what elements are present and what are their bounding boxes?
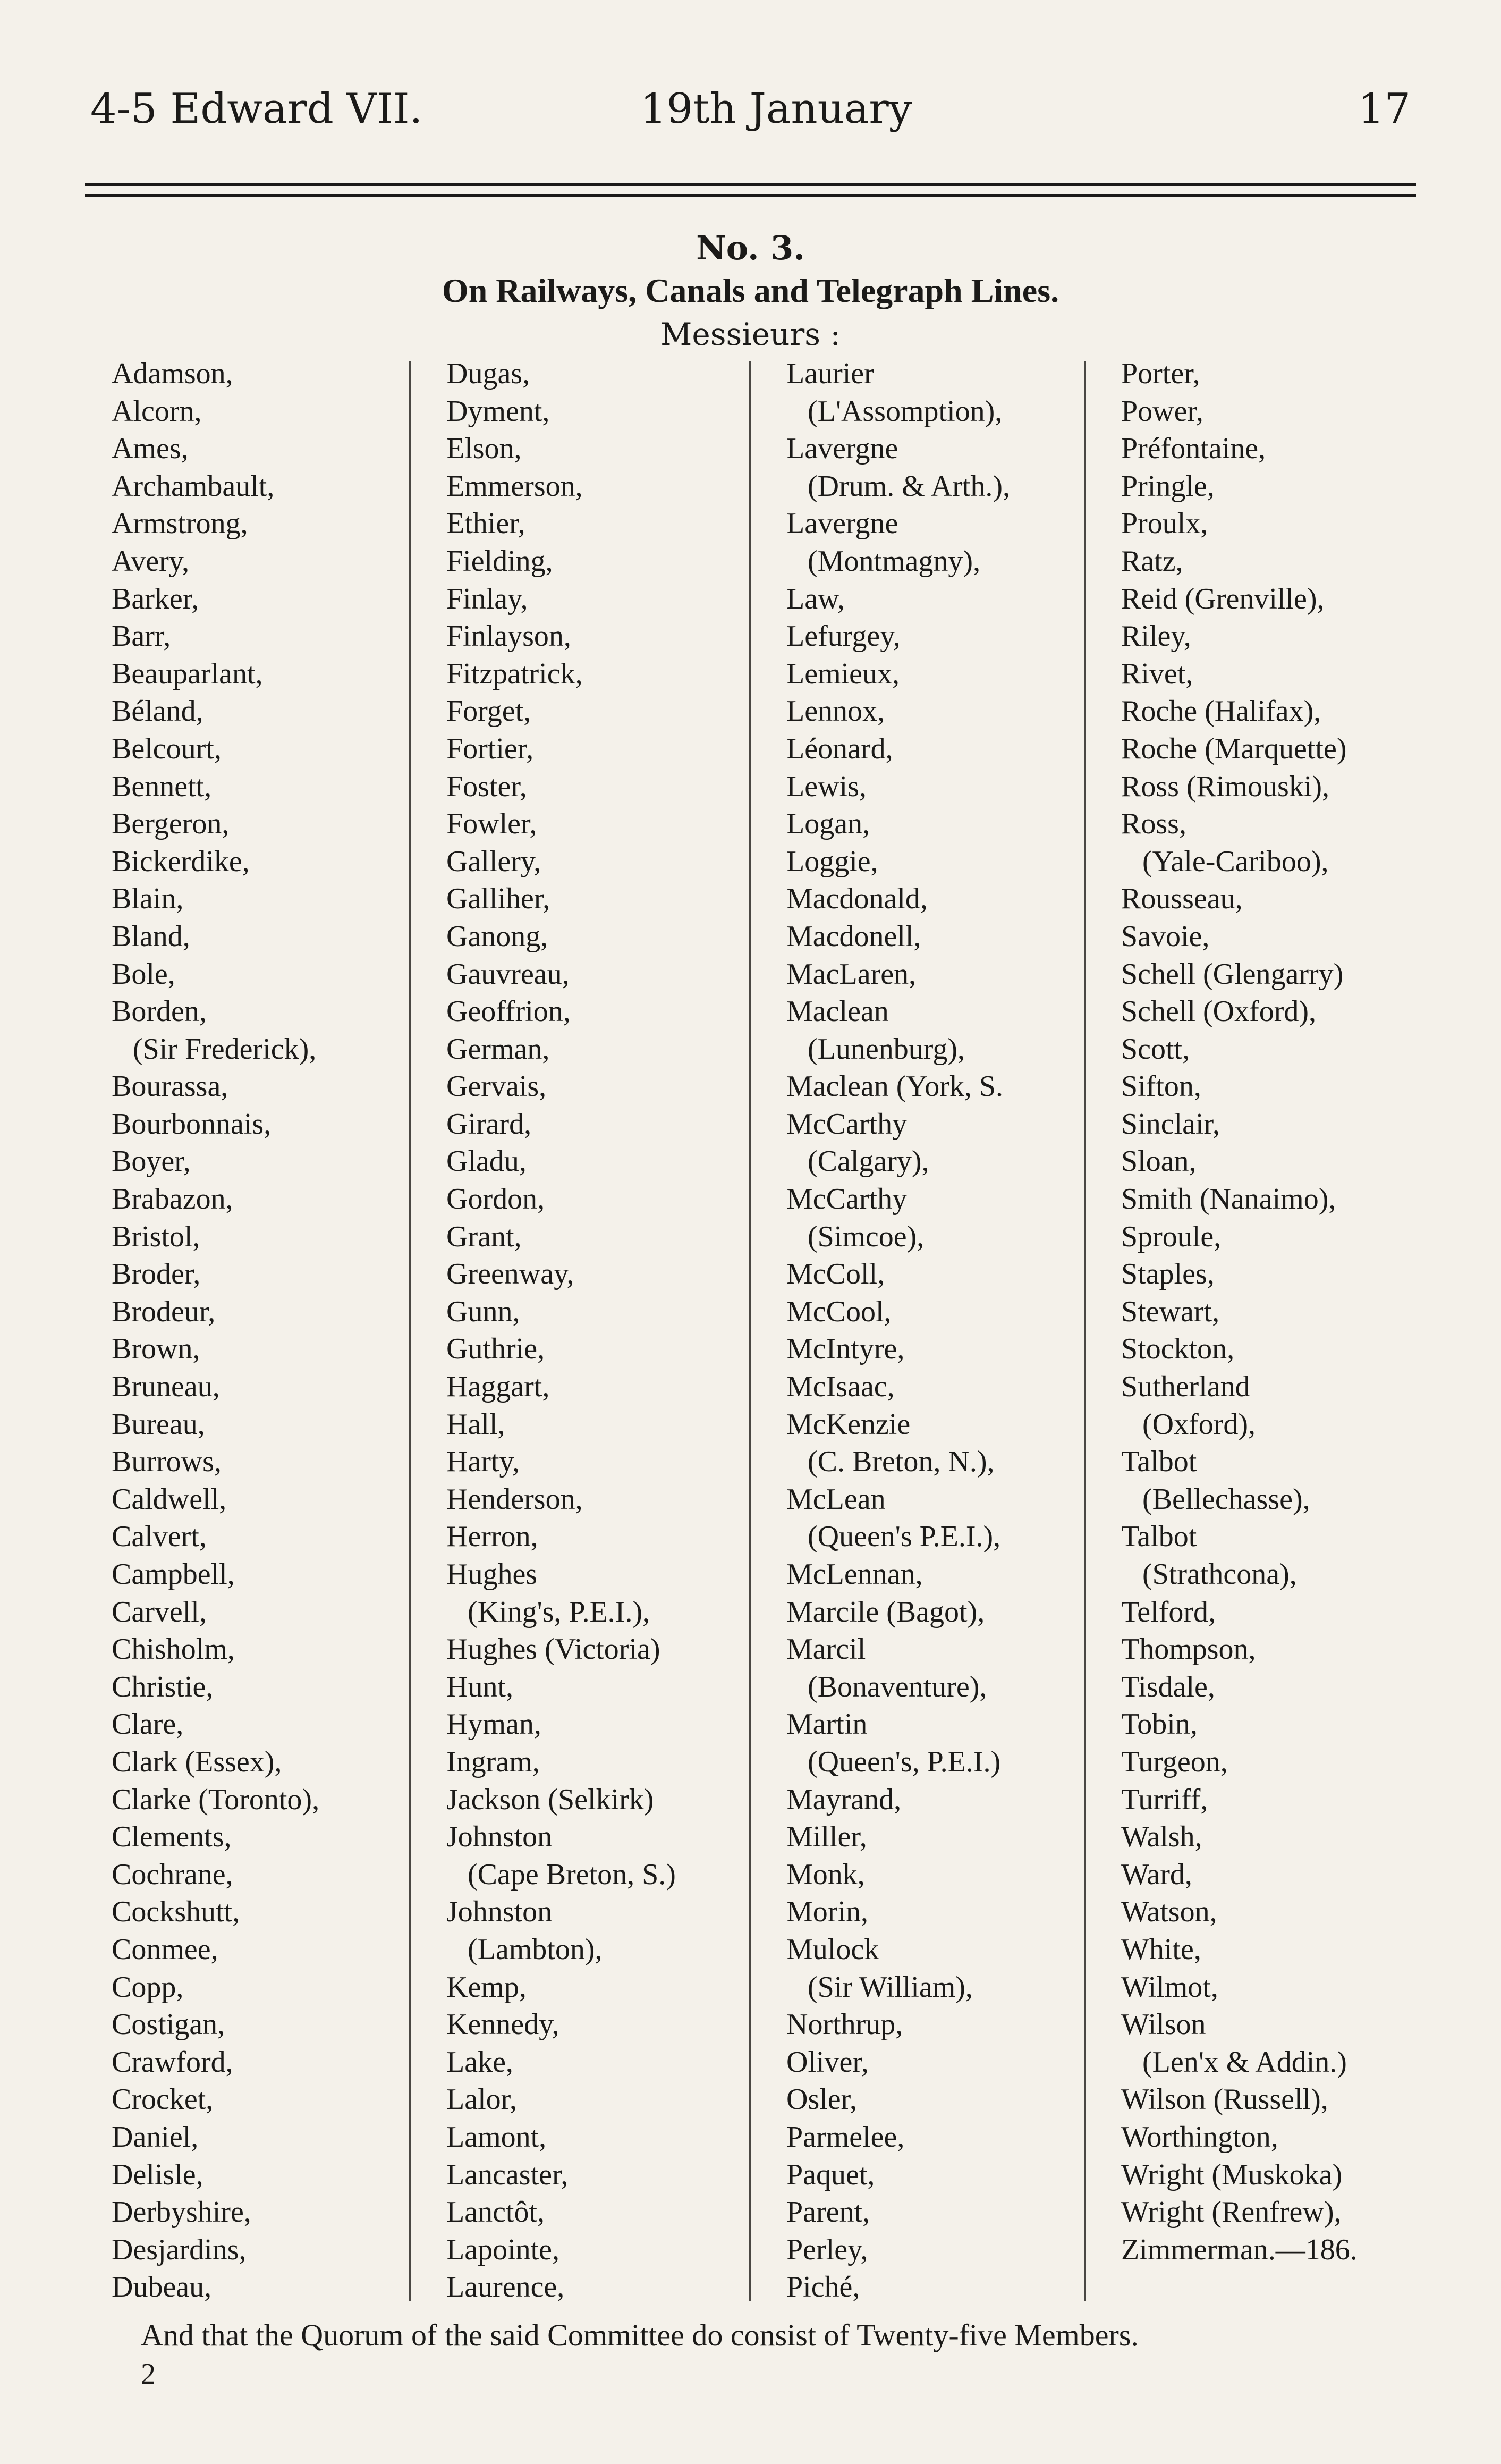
member-entry: (Bonaventure), [808, 1670, 987, 1703]
running-header [90, 85, 1411, 144]
member-entry: (Lambton), [468, 1933, 603, 1966]
member-entry: Haggart, [446, 1370, 550, 1404]
member-column-1 [112, 355, 319, 2306]
member-entry: Bourassa, [112, 1070, 228, 1103]
member-entry: Pringle, [1121, 469, 1215, 503]
member-entry: Chisholm, [112, 1633, 235, 1666]
member-entry: Power, [1121, 394, 1203, 428]
member-entry: Miller, [786, 1820, 867, 1854]
member-entry: Armstrong, [112, 507, 248, 541]
member-entry: Grant, [446, 1220, 522, 1253]
member-entry: Riley, [1121, 620, 1191, 653]
member-entry: Lalor, [446, 2083, 518, 2116]
member-entry: Bickerdike, [112, 845, 250, 878]
member-entry: Bennett, [112, 770, 212, 803]
member-entry: Blain, [112, 882, 184, 916]
member-entry: Johnston [446, 1895, 553, 1929]
member-entry: Gordon, [446, 1183, 545, 1216]
member-entry: Brabazon, [112, 1183, 233, 1216]
header-rule-bottom [85, 194, 1416, 197]
member-entry: Monk, [786, 1858, 865, 1891]
member-entry: Wilmot, [1121, 1970, 1218, 2004]
member-entry: Alcorn, [112, 394, 202, 428]
quorum-statement: And that the Quorum of the said Committee do consist of Twenty-five Members. [141, 2318, 1139, 2352]
member-entry: Kennedy, [446, 2008, 559, 2041]
member-entry: Crawford, [112, 2045, 233, 2079]
member-entry: Henderson, [446, 1482, 583, 1516]
member-entry: Avery, [112, 544, 190, 578]
member-entry: Ratz, [1121, 544, 1183, 578]
member-entry: Gladu, [446, 1145, 527, 1178]
member-entry: Gallery, [446, 845, 541, 878]
member-entry: (Sir Frederick), [133, 1032, 317, 1066]
member-entry: Dyment, [446, 394, 550, 428]
member-entry: Ross, [1121, 807, 1186, 841]
member-entry: (Simcoe), [808, 1220, 925, 1253]
member-entry: Clare, [112, 1708, 184, 1741]
member-entry: Greenway, [446, 1258, 574, 1291]
member-entry: MacLaren, [786, 957, 917, 991]
member-entry: Gauvreau, [446, 957, 570, 991]
member-entry: Copp, [112, 1970, 184, 2004]
member-entry: Gervais, [446, 1070, 547, 1103]
member-entry: Béland, [112, 695, 203, 728]
member-entry: Hyman, [446, 1708, 541, 1741]
member-entry: Desjardins, [112, 2233, 247, 2266]
member-entry: Talbot [1121, 1445, 1197, 1479]
member-entry: McCarthy [786, 1107, 908, 1141]
member-entry: Finlayson, [446, 620, 571, 653]
header-rule-top [85, 183, 1416, 186]
member-entry: Schell (Glengarry) [1121, 957, 1344, 991]
member-entry: McColl, [786, 1258, 885, 1291]
column-separator [409, 361, 411, 2301]
member-entry: Préfontaine, [1121, 432, 1266, 466]
member-entry: Maclean [786, 995, 889, 1028]
member-entry: Hughes [446, 1558, 538, 1591]
header-date: 19th January [640, 85, 912, 133]
member-entry: Bourbonnais, [112, 1107, 272, 1141]
member-entry: Staples, [1121, 1258, 1215, 1291]
member-entry: Boyer, [112, 1145, 191, 1178]
member-entry: McLean [786, 1482, 886, 1516]
member-entry: Rousseau, [1121, 882, 1243, 916]
member-entry: Hughes (Victoria) [446, 1633, 660, 1666]
member-entry: Brodeur, [112, 1295, 216, 1328]
member-entry: Carvell, [112, 1595, 207, 1628]
member-entry: Zimmerman.—186. [1121, 2233, 1358, 2266]
member-entry: Crocket, [112, 2083, 214, 2116]
member-entry: Borden, [112, 995, 207, 1028]
member-entry: Morin, [786, 1895, 868, 1929]
member-entry: McCool, [786, 1295, 892, 1328]
committee-title: On Railways, Canals and Telegraph Lines. [442, 272, 1059, 309]
member-entry: Dubeau, [112, 2271, 212, 2304]
member-entry: Fitzpatrick, [446, 657, 583, 690]
member-entry: Clark (Essex), [112, 1745, 282, 1778]
member-entry: Maclean (York, S. [786, 1070, 1004, 1103]
member-entry: Piché, [786, 2271, 860, 2304]
member-entry: Lancaster, [446, 2158, 569, 2191]
member-entry: Fowler, [446, 807, 537, 841]
member-entry: (Yale-Cariboo), [1142, 845, 1329, 878]
member-entry: Bristol, [112, 1220, 200, 1253]
member-entry: Sutherland [1121, 1370, 1250, 1404]
member-entry: Kemp, [446, 1970, 527, 2004]
member-entry: Emmerson, [446, 469, 583, 503]
member-entry: Costigan, [112, 2008, 225, 2041]
member-entry: Turriff, [1121, 1783, 1208, 1816]
member-entry: Beauparlant, [112, 657, 263, 690]
page-number: 17 [1358, 85, 1411, 133]
salutation: Messieurs : [660, 316, 841, 352]
member-entry: Clarke (Toronto), [112, 1783, 320, 1816]
member-entry: Schell (Oxford), [1121, 995, 1317, 1028]
member-entry: Fielding, [446, 544, 553, 578]
member-entry: Reid (Grenville), [1121, 582, 1325, 615]
member-entry: White, [1121, 1933, 1201, 1966]
member-entry: Bruneau, [112, 1370, 220, 1404]
member-entry: Campbell, [112, 1558, 235, 1591]
member-entry: Proulx, [1121, 507, 1208, 541]
member-entry: Wilson (Russell), [1121, 2083, 1328, 2116]
member-entry: Girard, [446, 1107, 532, 1141]
member-entry: Turgeon, [1121, 1745, 1228, 1778]
member-entry: Talbot [1121, 1520, 1197, 1554]
column-separator [1084, 361, 1086, 2301]
member-entry: Roche (Marquette) [1121, 732, 1347, 765]
member-entry: Clements, [112, 1820, 232, 1854]
column-separator [749, 361, 751, 2301]
member-entry: (C. Breton, N.), [808, 1445, 995, 1479]
committee-number: No. 3. [696, 229, 805, 267]
member-entry: Northrup, [786, 2008, 903, 2041]
member-entry: Roche (Halifax), [1121, 695, 1321, 728]
member-entry: Osler, [786, 2083, 858, 2116]
member-entry: Laurier [786, 357, 874, 390]
member-entry: Stockton, [1121, 1332, 1235, 1366]
member-entry: Elson, [446, 432, 522, 466]
member-entry: Wright (Renfrew), [1121, 2196, 1342, 2229]
member-entry: Mulock [786, 1933, 879, 1966]
member-entry: (Len'x & Addin.) [1142, 2045, 1347, 2079]
member-entry: Herron, [446, 1520, 538, 1554]
member-entry: Johnston [446, 1820, 553, 1854]
member-entry: Barr, [112, 620, 171, 653]
member-entry: Lennox, [786, 695, 885, 728]
member-entry: (Oxford), [1142, 1407, 1256, 1441]
member-entry: Worthington, [1121, 2120, 1278, 2154]
member-entry: Calvert, [112, 1520, 207, 1554]
signature-mark: 2 [141, 2358, 156, 2391]
member-entry: Jackson (Selkirk) [446, 1783, 654, 1816]
member-entry: Cochrane, [112, 1858, 233, 1891]
member-entry: Barker, [112, 582, 199, 615]
member-entry: Lamont, [446, 2120, 547, 2154]
member-entry: Lavergne [786, 507, 898, 541]
member-entry: (Cape Breton, S.) [468, 1858, 676, 1891]
member-entry: Guthrie, [446, 1332, 545, 1366]
member-entry: (Sir William), [808, 1970, 973, 2004]
member-entry: Thompson, [1121, 1633, 1256, 1666]
member-column-4 [1121, 355, 1358, 2268]
member-entry: Ames, [112, 432, 189, 466]
member-entry: Oliver, [786, 2045, 869, 2079]
member-entry: Marcil [786, 1633, 866, 1666]
member-entry: Watson, [1121, 1895, 1217, 1929]
member-entry: Wilson [1121, 2008, 1206, 2041]
member-entry: Ethier, [446, 507, 525, 541]
member-entry: (Lunenburg), [808, 1032, 965, 1066]
member-entry: (Queen's, P.E.I.) [808, 1745, 1001, 1778]
member-entry: Wright (Muskoka) [1121, 2158, 1343, 2191]
member-entry: Broder, [112, 1258, 201, 1291]
member-entry: Smith (Nanaimo), [1121, 1183, 1336, 1216]
member-entry: Dugas, [446, 357, 530, 390]
member-entry: Stewart, [1121, 1295, 1220, 1328]
member-entry: Lavergne [786, 432, 898, 466]
member-entry: Hall, [446, 1407, 505, 1441]
member-entry: (Drum. & Arth.), [808, 469, 1011, 503]
member-entry: Forget, [446, 695, 531, 728]
member-entry: Conmee, [112, 1933, 218, 1966]
member-entry: Ganong, [446, 919, 548, 953]
member-entry: Law, [786, 582, 845, 615]
member-entry: Delisle, [112, 2158, 203, 2191]
member-entry: Lefurgey, [786, 620, 901, 653]
member-entry: Geoffrion, [446, 995, 571, 1028]
member-entry: Lanctôt, [446, 2196, 545, 2229]
member-entry: Daniel, [112, 2120, 199, 2154]
member-entry: Finlay, [446, 582, 528, 615]
member-entry: Cockshutt, [112, 1895, 240, 1929]
member-entry: (Queen's P.E.I.), [808, 1520, 1001, 1554]
member-entry: Tisdale, [1121, 1670, 1215, 1703]
member-entry: (Montmagny), [808, 544, 981, 578]
member-entry: Paquet, [786, 2158, 875, 2191]
member-entry: Foster, [446, 770, 527, 803]
member-entry: Derbyshire, [112, 2196, 251, 2229]
member-entry: Ward, [1121, 1858, 1192, 1891]
member-entry: Savoie, [1121, 919, 1210, 953]
member-entry: Martin [786, 1708, 868, 1741]
member-entry: McLennan, [786, 1558, 923, 1591]
member-entry: Macdonald, [786, 882, 928, 916]
member-entry: (L'Assomption), [808, 394, 1003, 428]
member-entry: Belcourt, [112, 732, 222, 765]
member-entry: Burrows, [112, 1445, 222, 1479]
member-entry: Sinclair, [1121, 1107, 1220, 1141]
member-entry: Laurence, [446, 2271, 565, 2304]
member-entry: McIntyre, [786, 1332, 905, 1366]
member-entry: Caldwell, [112, 1482, 227, 1516]
member-entry: Ross (Rimouski), [1121, 770, 1330, 803]
member-entry: (Strathcona), [1142, 1558, 1297, 1591]
member-entry: Bergeron, [112, 807, 230, 841]
member-entry: Lemieux, [786, 657, 900, 690]
header-session: 4-5 Edward VII. [90, 85, 423, 133]
member-entry: McKenzie [786, 1407, 911, 1441]
member-entry: Archambault, [112, 469, 275, 503]
member-entry: Macdonell, [786, 919, 921, 953]
member-entry: Scott, [1121, 1032, 1190, 1066]
member-column-2 [446, 355, 676, 2306]
member-entry: (Calgary), [808, 1145, 929, 1178]
member-entry: Walsh, [1121, 1820, 1202, 1854]
member-entry: Parent, [786, 2196, 870, 2229]
member-entry: Sifton, [1121, 1070, 1201, 1103]
member-entry: Perley, [786, 2233, 868, 2266]
member-entry: Lewis, [786, 770, 867, 803]
member-entry: Gunn, [446, 1295, 520, 1328]
member-entry: Harty, [446, 1445, 520, 1479]
member-entry: Parmelee, [786, 2120, 905, 2154]
member-entry: Lake, [446, 2045, 513, 2079]
member-entry: Léonard, [786, 732, 893, 765]
member-entry: Porter, [1121, 357, 1200, 390]
member-entry: Telford, [1121, 1595, 1216, 1628]
member-entry: Sloan, [1121, 1145, 1197, 1178]
member-entry: Fortier, [446, 732, 534, 765]
member-entry: (King's, P.E.I.), [468, 1595, 650, 1628]
member-entry: Galliher, [446, 882, 550, 916]
member-entry: (Bellechasse), [1142, 1482, 1310, 1516]
member-entry: Bureau, [112, 1407, 205, 1441]
member-entry: Bland, [112, 919, 190, 953]
member-entry: Marcile (Bagot), [786, 1595, 985, 1628]
member-entry: Rivet, [1121, 657, 1193, 690]
member-entry: McCarthy [786, 1183, 908, 1216]
member-entry: Sproule, [1121, 1220, 1222, 1253]
member-entry: Brown, [112, 1332, 200, 1366]
member-entry: Lapointe, [446, 2233, 560, 2266]
member-entry: Logan, [786, 807, 870, 841]
member-entry: Tobin, [1121, 1708, 1198, 1741]
member-entry: Hunt, [446, 1670, 513, 1703]
member-entry: McIsaac, [786, 1370, 895, 1404]
member-entry: Mayrand, [786, 1783, 902, 1816]
member-entry: Ingram, [446, 1745, 540, 1778]
member-column-3 [786, 355, 1010, 2306]
member-entry: Loggie, [786, 845, 878, 878]
member-entry: German, [446, 1032, 550, 1066]
member-entry: Adamson, [112, 357, 233, 390]
member-entry: Bole, [112, 957, 175, 991]
member-entry: Christie, [112, 1670, 214, 1703]
